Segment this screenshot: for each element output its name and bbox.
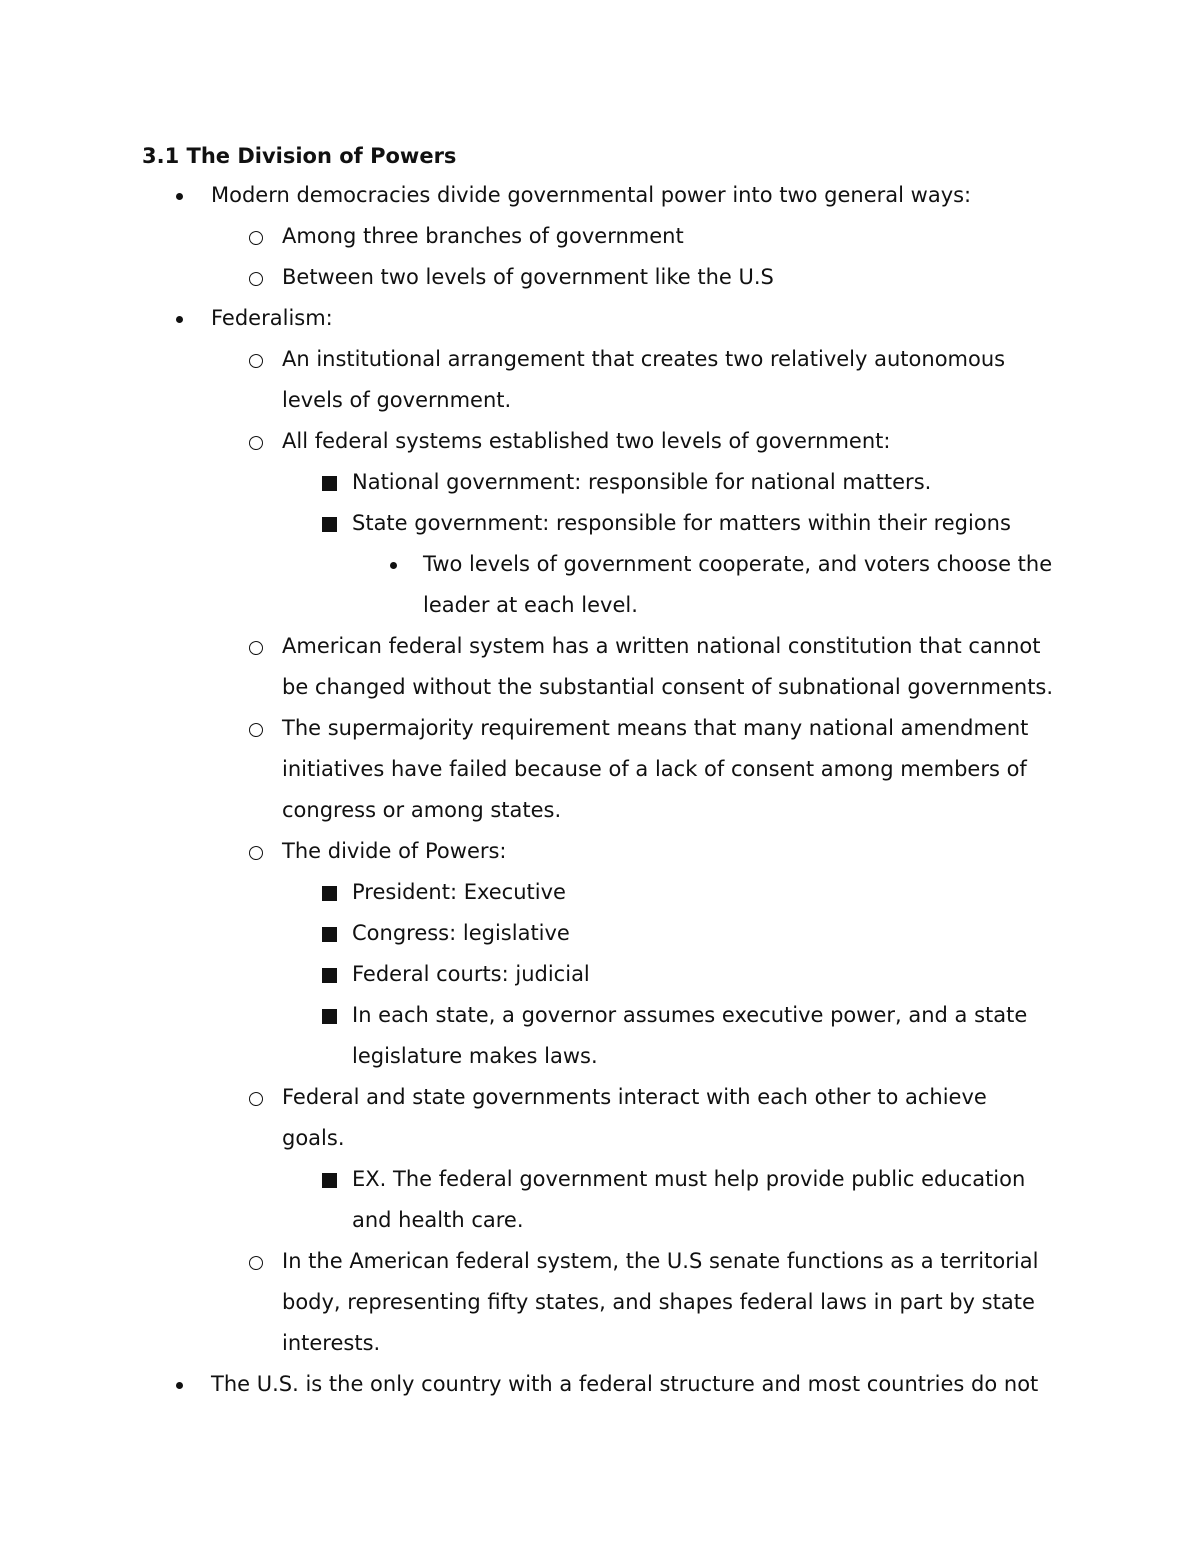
- bullet-square-icon: [322, 886, 337, 901]
- bullet-circle-icon: [249, 436, 263, 450]
- bullet-dot-icon: [176, 193, 183, 200]
- outline-item-text: initiatives have failed because of a lack of consent among members of: [282, 757, 1027, 781]
- outline-item-text: Among three branches of government: [282, 224, 684, 248]
- bullet-circle-icon: [249, 846, 263, 860]
- outline-item: [352, 954, 1072, 995]
- bullet-square-icon: [322, 476, 337, 491]
- bullet-square-icon: [322, 968, 337, 983]
- outline-item: [282, 421, 1082, 462]
- outline-item-text: In the American federal system, the U.S senate functions as a territorial: [282, 1249, 1039, 1273]
- bullet-square-icon: [322, 517, 337, 532]
- outline-item-text: American federal system has a written national constitution that cannot: [282, 634, 1041, 658]
- outline-item-text: levels of government.: [282, 388, 512, 412]
- outline-item: [352, 462, 1072, 503]
- outline-item-text: An institutional arrangement that creates two relatively autonomous: [282, 347, 1006, 371]
- bullet-dot-icon: [390, 562, 397, 569]
- outline-item: [211, 175, 1071, 216]
- bullet-circle-icon: [249, 272, 263, 286]
- outline-item: [352, 913, 1072, 954]
- bullet-dot-icon: [176, 316, 183, 323]
- outline-item-text: Federalism:: [211, 306, 333, 330]
- outline-item-text: goals.: [282, 1126, 345, 1150]
- outline-item: [352, 503, 1072, 544]
- outline-item: [282, 626, 1082, 708]
- outline-item-text: legislature makes laws.: [352, 1044, 598, 1068]
- outline-item-text: Modern democracies divide governmental power into two general ways:: [211, 183, 972, 207]
- section-heading: 3.1 The Division of Powers: [142, 144, 457, 168]
- bullet-dot-icon: [176, 1382, 183, 1389]
- bullet-circle-icon: [249, 641, 263, 655]
- bullet-square-icon: [322, 1173, 337, 1188]
- outline-item: [211, 298, 1071, 339]
- bullet-circle-icon: [249, 231, 263, 245]
- outline-item-text: be changed without the substantial consent of subnational governments.: [282, 675, 1054, 699]
- outline-item: [352, 995, 1072, 1077]
- outline-item-text: State government: responsible for matters within their regions: [352, 511, 1011, 535]
- outline-item: [211, 1364, 1071, 1405]
- outline-item-text: interests.: [282, 1331, 381, 1355]
- outline-item-text: Congress: legislative: [352, 921, 570, 945]
- outline-item-text: Federal courts: judicial: [352, 962, 590, 986]
- outline-item: [423, 544, 1083, 626]
- outline-item: [282, 1077, 1082, 1159]
- outline-item-text: President: Executive: [352, 880, 566, 904]
- outline-item-text: Two levels of government cooperate, and voters choose the: [423, 552, 1053, 576]
- outline-item-text: leader at each level.: [423, 593, 638, 617]
- outline-item: [282, 257, 1082, 298]
- outline-item-text: Between two levels of government like the U.S: [282, 265, 774, 289]
- bullet-square-icon: [322, 927, 337, 942]
- outline-item-text: All federal systems established two levels of government:: [282, 429, 891, 453]
- outline-item-text: body, representing fifty states, and shapes federal laws in part by state: [282, 1290, 1035, 1314]
- outline-item: [352, 1159, 1072, 1241]
- bullet-circle-icon: [249, 723, 263, 737]
- bullet-circle-icon: [249, 354, 263, 368]
- outline-item-text: and health care.: [352, 1208, 524, 1232]
- outline-item-text: Federal and state governments interact with each other to achieve: [282, 1085, 987, 1109]
- outline-item-text: The U.S. is the only country with a federal structure and most countries do not: [211, 1372, 1039, 1396]
- outline-item-text: In each state, a governor assumes executive power, and a state: [352, 1003, 1028, 1027]
- outline-item-text: The supermajority requirement means that many national amendment: [282, 716, 1029, 740]
- bullet-square-icon: [322, 1009, 337, 1024]
- outline-item-text: The divide of Powers:: [282, 839, 507, 863]
- outline-item-text: EX. The federal government must help provide public education: [352, 1167, 1026, 1191]
- outline-item: [282, 216, 1082, 257]
- outline-item: [282, 1241, 1082, 1364]
- outline-item: [282, 831, 1082, 872]
- bullet-circle-icon: [249, 1256, 263, 1270]
- outline-item: [282, 339, 1082, 421]
- outline-item: [282, 708, 1082, 831]
- outline-item-text: National government: responsible for national matters.: [352, 470, 932, 494]
- bullet-circle-icon: [249, 1092, 263, 1106]
- outline-item-text: congress or among states.: [282, 798, 562, 822]
- outline-item: [352, 872, 1072, 913]
